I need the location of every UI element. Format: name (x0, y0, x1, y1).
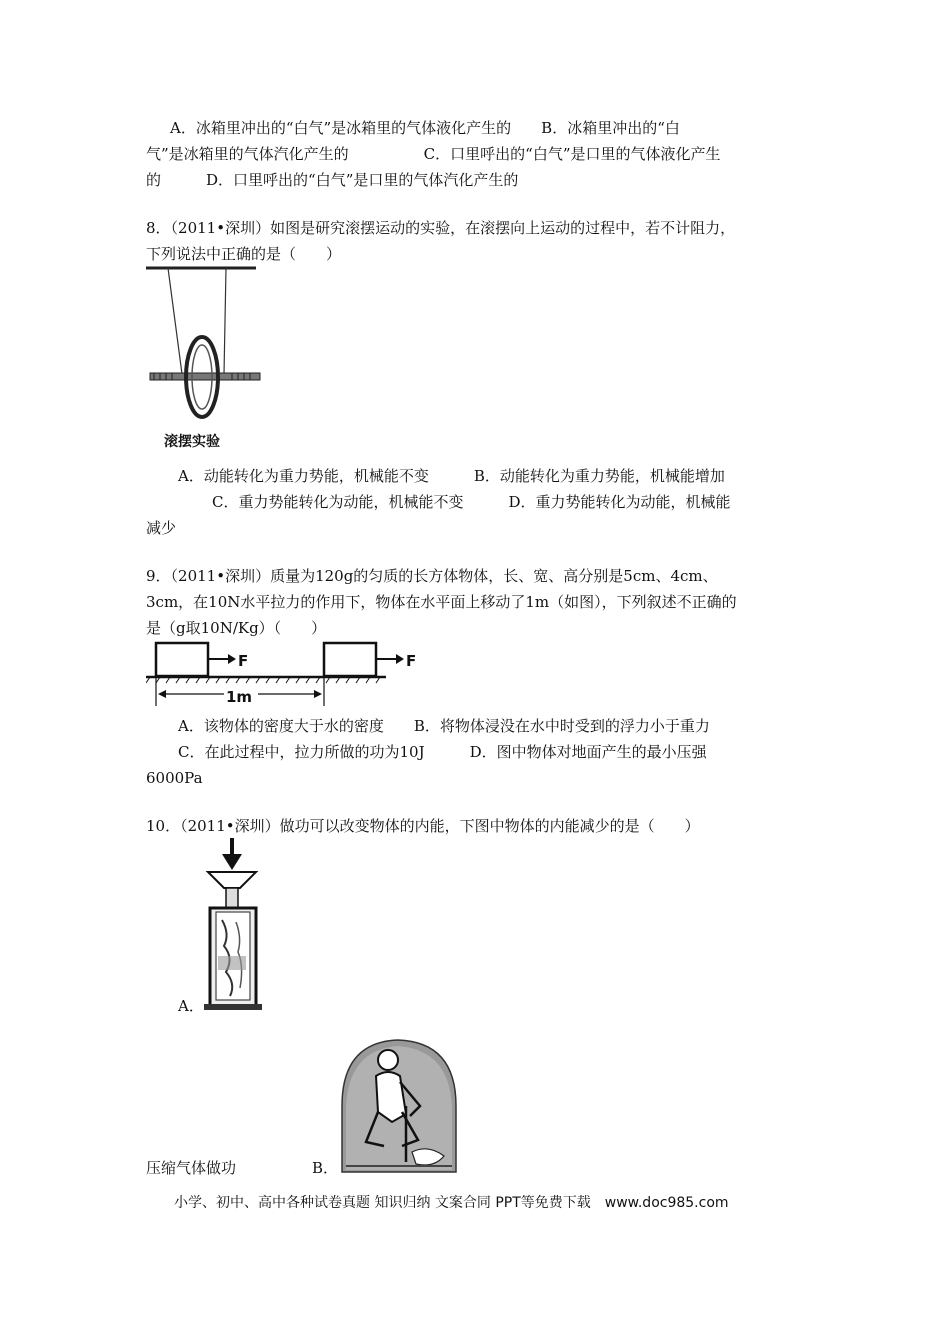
q10-option-b-label: B． (312, 1159, 339, 1177)
q8-options-line-1: A．动能转化为重力势能，机械能不变 B．动能转化为重力势能，机械能增加 (178, 467, 725, 485)
air-compression-cylinder-figure (204, 838, 264, 1014)
q7-line-2: 气”是冰箱里的气体汽化产生的 C．口里呼出的“白气”是口里的气体液化产生 (146, 145, 721, 163)
q10-option-a-label: A． (178, 997, 204, 1015)
q10-stem: 10．（2011•深圳）做功可以改变物体的内能，下图中物体的内能减少的是（ ） (146, 817, 700, 835)
q7-line-3: 的 D．口里呼出的“白气”是口里的气体汽化产生的 (146, 171, 519, 189)
q9-options-line-2: C．在此过程中，拉力所做的功为10J D．图中物体对地面产生的最小压强 (178, 743, 707, 761)
q9-options-line-1: A．该物体的密度大于水的密度 B．将物体浸没在水中时受到的浮力小于重力 (178, 717, 710, 735)
q8-stem-line-2: 下列说法中正确的是（ ） (146, 245, 342, 263)
q9-stem-line-1: 9．（2011•深圳）质量为120g的匀质的长方体物体，长、宽、高分别是5cm、4cm、 (146, 567, 718, 585)
q9-options-line-3: 6000Pa (146, 769, 203, 787)
page-footer: 小学、初中、高中各种试卷真题 知识归纳 文案合同 PPT等免费下载 www.doc985.com (174, 1195, 729, 1211)
q8-figure-caption: 滚摆实验 (164, 434, 220, 450)
q10-option-a-caption: 压缩气体做功 (146, 1159, 237, 1177)
maxwell-wheel-figure (146, 264, 266, 454)
q7-line-1: A．冰箱里冲出的“白气”是冰箱里的气体液化产生的 B．冰箱里冲出的“白 (170, 119, 680, 137)
fire-drill-figure (336, 1036, 462, 1174)
q8-stem-line-1: 8．（2011•深圳）如图是研究滚摆运动的实验，在滚摆向上运动的过程中，若不计阻力， (146, 219, 736, 237)
q9-stem-line-2: 3cm，在10N水平拉力的作用下，物体在水平面上移动了1m（如图），下列叙述不正确的 (146, 593, 737, 611)
force-label-right: F (406, 652, 417, 670)
q8-options-line-2: C．重力势能转化为动能，机械能不变 D．重力势能转化为动能，机械能 (212, 493, 731, 511)
distance-label: 1m (226, 688, 253, 706)
q8-options-line-3: 减少 (146, 519, 177, 537)
q9-stem-line-3: 是（g取10N/Kg）（ ） (146, 619, 327, 637)
block-displacement-figure (146, 638, 426, 708)
force-label-left: F (238, 652, 249, 670)
